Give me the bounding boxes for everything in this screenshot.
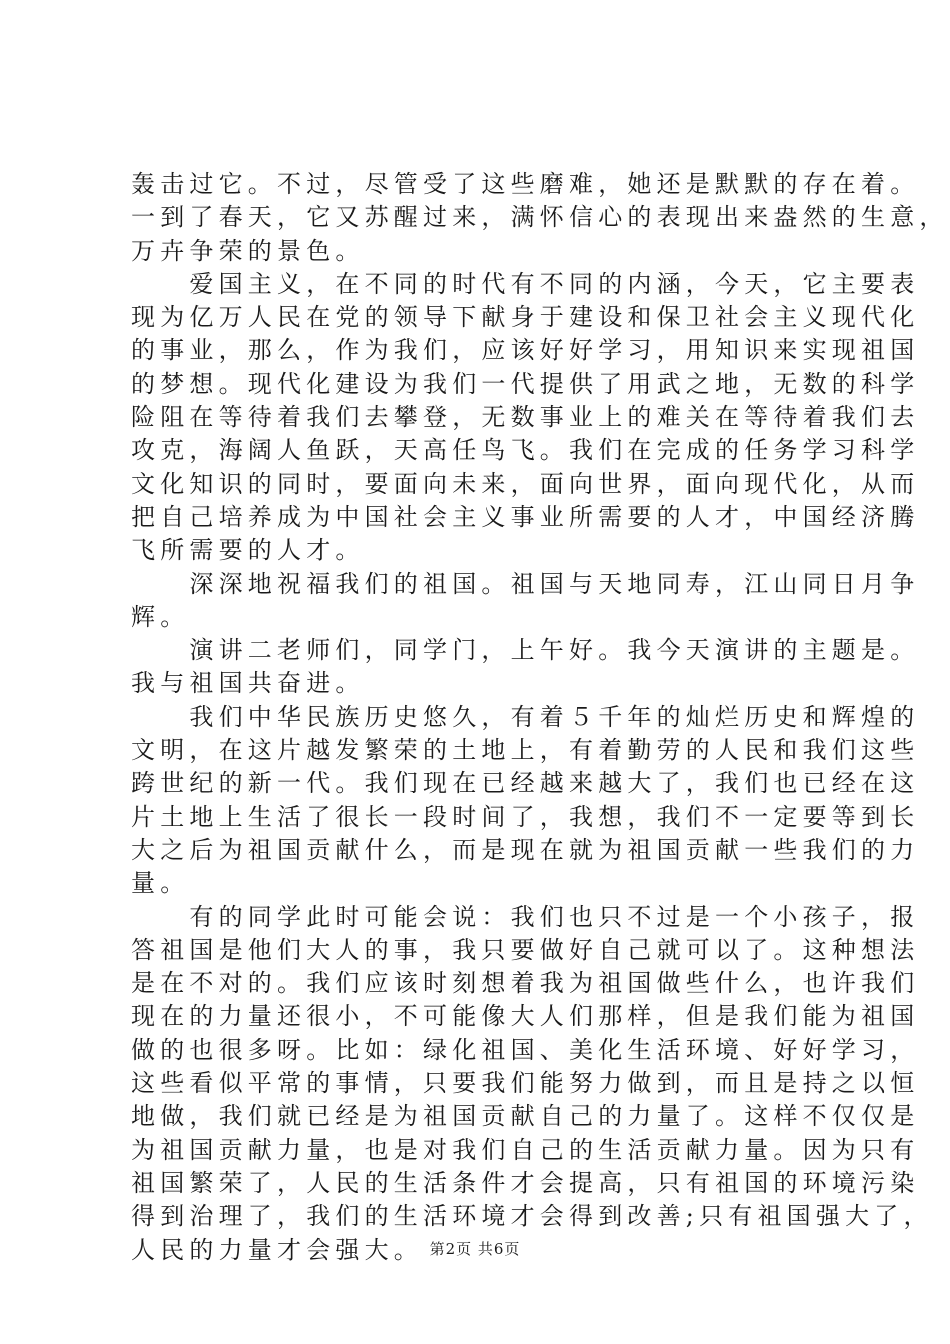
- text-line: 我们中华民族历史悠久，有着５千年的灿烂历史和辉煌的: [131, 702, 920, 731]
- text-line: 险阻在等待着我们去攀登，无数事业上的难关在等待着我们去: [131, 403, 920, 432]
- text-line: 片土地上生活了很长一段时间了，我想，我们不一定要等到长: [131, 802, 920, 831]
- page-number-footer: 第2页 共6页: [429, 1240, 521, 1258]
- text-line: 演讲二老师们，同学门，上午好。我今天演讲的主题是。: [131, 636, 920, 665]
- text-line: 把自己培养成为中国社会主义事业所需要的人才，中国经济腾: [131, 502, 920, 531]
- document-body: [131, 168, 949, 1267]
- text-line: 为祖国贡献力量，也是对我们自己的生活贡献力量。因为只有: [131, 1135, 920, 1164]
- text-line: 现在的力量还很小，不可能像大人们那样，但是我们能为祖国: [131, 1002, 920, 1031]
- text-line: 的事业，那么，作为我们，应该好好学习，用知识来实现祖国: [131, 336, 920, 365]
- text-line: 攻克，海阔人鱼跃，天高任鸟飞。我们在完成的任务学习科学: [131, 436, 920, 465]
- text-line: 答祖国是他们大人的事，我只要做好自己就可以了。这种想法: [131, 935, 920, 964]
- text-line: 深深地祝福我们的祖国。祖国与天地同寿，江山同日月争: [131, 569, 920, 598]
- text-line: 这些看似平常的事情，只要我们能努力做到，而且是持之以恒: [131, 1069, 920, 1098]
- text-line: 现为亿万人民在党的领导下献身于建设和保卫社会主义现代化: [131, 303, 920, 332]
- text-line: 飞所需要的人才。: [131, 536, 365, 565]
- text-line: 有的同学此时可能会说：我们也只不过是一个小孩子，报: [131, 902, 920, 931]
- text-line: 文明，在这片越发繁荣的土地上，有着勤劳的人民和我们这些: [131, 736, 920, 765]
- text-line: 大之后为祖国贡献什么，而是现在就为祖国贡献一些我们的力: [131, 835, 920, 864]
- text-line: 做的也很多呀。比如：绿化祖国、美化生活环境、好好学习，: [131, 1035, 920, 1064]
- text-line: 我与祖国共奋进。: [131, 669, 365, 698]
- text-line: 量。: [131, 869, 190, 898]
- text-line: 爱国主义，在不同的时代有不同的内涵，今天，它主要表: [131, 269, 920, 298]
- text-line: 是在不对的。我们应该时刻想着我为祖国做些什么，也许我们: [131, 969, 920, 998]
- text-line: 文化知识的同时，要面向未来，面向世界，面向现代化，从而: [131, 469, 920, 498]
- text-line: 祖国繁荣了，人民的生活条件才会提高，只有祖国的环境污染: [131, 1168, 920, 1197]
- text-line: 的梦想。现代化建设为我们一代提供了用武之地，无数的科学: [131, 369, 920, 398]
- text-line: 万卉争荣的景色。: [131, 236, 365, 265]
- text-line: 辉。: [131, 602, 190, 631]
- text-line: 地做，我们就已经是为祖国贡献自己的力量了。这样不仅仅是: [131, 1102, 920, 1131]
- text-line: 人民的力量才会强大。: [131, 1235, 423, 1264]
- text-line: 轰击过它。不过，尽管受了这些磨难，她还是默默的存在着。: [131, 170, 920, 198]
- text-line: 得到治理了，我们的生活环境才会得到改善;只有祖国强大了，: [131, 1202, 933, 1231]
- text-line: 一到了春天，它又苏醒过来，满怀信心的表现出来盎然的生意，: [131, 203, 949, 232]
- text-line: 跨世纪的新一代。我们现在已经越来越大了，我们也已经在这: [131, 769, 920, 798]
